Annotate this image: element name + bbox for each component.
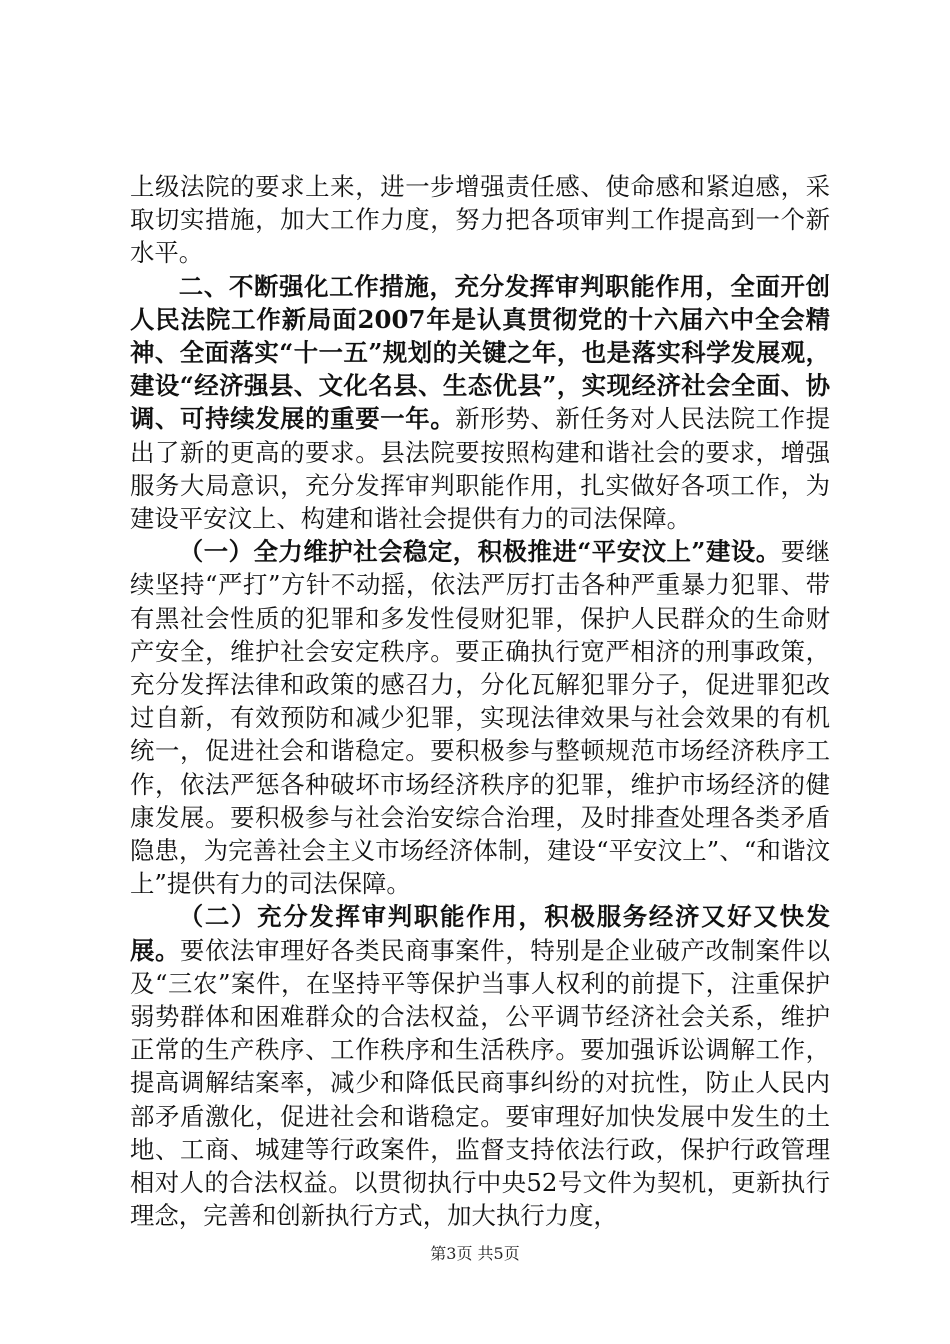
page-number: 第3页 共5页 <box>430 1244 520 1263</box>
paragraph-section-two <box>130 270 830 536</box>
subsection-heading: （一）全力维护社会稳定，积极推进“平安汶上”建设。 <box>178 537 781 567</box>
paragraph-subsection-two <box>130 900 830 1232</box>
paragraph-text: 要继续坚持“严打”方针不动摇，依法严厉打击各种严重暴力犯罪、带有黑社会性质的犯罪和多发性侵财犯罪，保护人民群众的生命财产安全，维护社会安定秩序。要正确执行宽严相济的刑事政策，充分发挥法律和政策的感召力，分化瓦解犯罪分子，促进罪犯改过自新，有效预防和减少犯罪，实现法律效果与社会效果的有机统一，促进社会和谐稳定。要积极参与整顿规范市场经济秩序工作，依法严惩各种破坏市场经济秩序的犯罪，维护市场经济的健康发展。要积极参与社会治安综合治理，及时排查处理各类矛盾隐患，为完善社会主义市场经济体制，建设“平安汶上”、“和谐汶上”提供有力的司法保障。 <box>130 537 830 899</box>
paragraph-text: 要依法审理好各类民商事案件，特别是企业破产改制案件以及“三农”案件，在坚持平等保护当事人权利的前提下，注重保护弱势群体和困难群众的合法权益，公平调节经济社会关系，维护正常的生产秩序、工作秩序和生活秩序。要加强诉讼调解工作，提高调解结案率，减少和降低民商事纠纷的对抗性，防止人民内部矛盾激化，促进社会和谐稳定。要审理好加快发展中发生的土地、工商、城建等行政案件，监督支持依法行政，保护行政管理相对人的合法权益。以贯彻执行中央52号文件为契机，更新执行理念，完善和创新执行方式，加大执行力度， <box>130 935 830 1231</box>
section-heading: 二、不断强化工作措施，充分发挥审判职能作用，全面开创人民法院工作新局面2007年是认真贯彻党的十六届六中全会精神、全面落实“十一五”规划的关键之年，也是落实科学发展观，建设“经济强县、文化名县、生态优县”，实现经济社会全面、协调、可持续发展的重要一年。 <box>130 271 830 434</box>
paragraph-subsection-one <box>130 535 830 900</box>
page-footer <box>0 1244 950 1264</box>
document-body <box>130 170 830 1233</box>
subsection-heading: （二）充分发挥审判职能作用，积极服务经济又好又快发展。 <box>130 902 830 965</box>
paragraph-continuation <box>130 170 830 270</box>
paragraph-text: 上级法院的要求上来，进一步增强责任感、使命感和紧迫感，采取切实措施，加大工作力度，努力把各项审判工作提高到一个新水平。 <box>130 172 830 268</box>
paragraph-text: 新形势、新任务对人民法院工作提出了新的更高的要求。县法院要按照构建和谐社会的要求，增强服务大局意识，充分发挥审判职能作用，扎实做好各项工作，为建设平安汶上、构建和谐社会提供有力的司法保障。 <box>130 404 830 534</box>
